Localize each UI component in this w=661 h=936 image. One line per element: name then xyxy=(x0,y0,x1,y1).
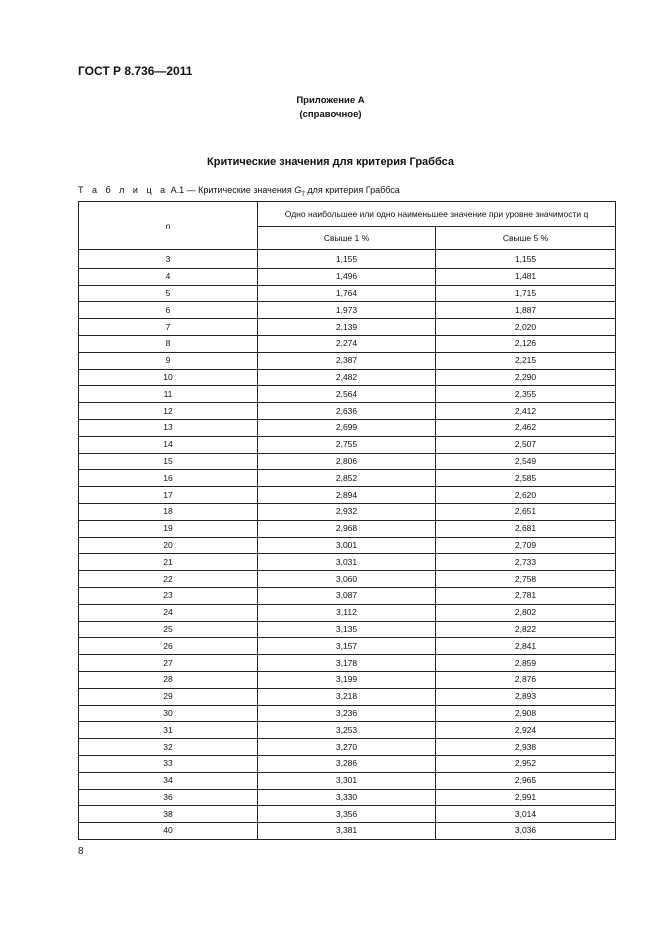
cell-1-percent: 2,482 xyxy=(258,369,436,386)
cell-5-percent: 2,991 xyxy=(436,789,616,806)
cell-1-percent: 2,755 xyxy=(258,436,436,453)
cell-5-percent: 2,965 xyxy=(436,772,616,789)
cell-n: 13 xyxy=(79,419,258,436)
table-row xyxy=(79,772,616,789)
cell-n: 3 xyxy=(79,250,258,269)
page-number: 8 xyxy=(78,846,84,857)
table-row xyxy=(79,369,616,386)
table-row xyxy=(79,487,616,504)
cell-n: 36 xyxy=(79,789,258,806)
cell-1-percent: 2,274 xyxy=(258,335,436,352)
table-caption-symbol: G xyxy=(294,185,302,195)
cell-n: 18 xyxy=(79,503,258,520)
table-row xyxy=(79,806,616,823)
table-row xyxy=(79,823,616,840)
cell-n: 26 xyxy=(79,638,258,655)
table-caption xyxy=(78,185,400,198)
cell-n: 19 xyxy=(79,520,258,537)
table-row xyxy=(79,604,616,621)
cell-1-percent: 3,112 xyxy=(258,604,436,621)
cell-n: 31 xyxy=(79,722,258,739)
annex-heading xyxy=(0,94,661,122)
cell-5-percent: 2,802 xyxy=(436,604,616,621)
cell-n: 10 xyxy=(79,369,258,386)
table-row xyxy=(79,755,616,772)
cell-5-percent: 1,481 xyxy=(436,268,616,285)
table-row xyxy=(79,537,616,554)
table-row xyxy=(79,503,616,520)
cell-n: 21 xyxy=(79,554,258,571)
cell-5-percent: 2,938 xyxy=(436,739,616,756)
cell-5-percent: 2,462 xyxy=(436,419,616,436)
table-row xyxy=(79,250,616,269)
cell-n: 8 xyxy=(79,335,258,352)
table-row xyxy=(79,335,616,352)
cell-n: 4 xyxy=(79,268,258,285)
cell-1-percent: 3,178 xyxy=(258,655,436,672)
cell-1-percent: 2,139 xyxy=(258,319,436,336)
document-code: ГОСТ Р 8.736—2011 xyxy=(78,64,193,78)
cell-5-percent: 2,126 xyxy=(436,335,616,352)
cell-5-percent: 2,215 xyxy=(436,352,616,369)
cell-5-percent: 2,841 xyxy=(436,638,616,655)
cell-n: 28 xyxy=(79,671,258,688)
cell-5-percent: 2,620 xyxy=(436,487,616,504)
cell-5-percent: 2,355 xyxy=(436,386,616,403)
cell-1-percent: 2,806 xyxy=(258,453,436,470)
cell-5-percent: 2,507 xyxy=(436,436,616,453)
cell-n: 24 xyxy=(79,604,258,621)
cell-1-percent: 1,496 xyxy=(258,268,436,285)
cell-n: 16 xyxy=(79,470,258,487)
cell-1-percent: 3,286 xyxy=(258,755,436,772)
table-row xyxy=(79,571,616,588)
annex-note: (справочное) xyxy=(299,109,362,120)
table-row xyxy=(79,436,616,453)
cell-n: 25 xyxy=(79,621,258,638)
cell-1-percent: 3,330 xyxy=(258,789,436,806)
cell-5-percent: 2,859 xyxy=(436,655,616,672)
cell-1-percent: 2,968 xyxy=(258,520,436,537)
cell-1-percent: 3,301 xyxy=(258,772,436,789)
cell-5-percent: 1,715 xyxy=(436,285,616,302)
column-group-header: Одно наибольшее или одно наименьшее значение при уровне значимости q xyxy=(258,202,616,227)
table-row xyxy=(79,470,616,487)
table-row xyxy=(79,319,616,336)
cell-5-percent: 2,549 xyxy=(436,453,616,470)
cell-5-percent: 2,020 xyxy=(436,319,616,336)
table-row xyxy=(79,739,616,756)
cell-1-percent: 2,387 xyxy=(258,352,436,369)
cell-5-percent: 1,887 xyxy=(436,302,616,319)
table-body xyxy=(79,250,616,840)
column-header-5-percent: Свыше 5 % xyxy=(436,227,616,250)
cell-n: 14 xyxy=(79,436,258,453)
column-header-1-percent: Свыше 1 % xyxy=(258,227,436,250)
table-row xyxy=(79,453,616,470)
cell-1-percent: 2,932 xyxy=(258,503,436,520)
cell-n: 20 xyxy=(79,537,258,554)
cell-n: 11 xyxy=(79,386,258,403)
cell-5-percent: 2,651 xyxy=(436,503,616,520)
cell-n: 9 xyxy=(79,352,258,369)
cell-1-percent: 3,253 xyxy=(258,722,436,739)
table-row xyxy=(79,285,616,302)
cell-5-percent: 1,155 xyxy=(436,250,616,269)
cell-5-percent: 2,412 xyxy=(436,403,616,420)
cell-5-percent: 2,758 xyxy=(436,571,616,588)
cell-n: 12 xyxy=(79,403,258,420)
cell-1-percent: 3,218 xyxy=(258,688,436,705)
table-caption-symbol-subscript: T xyxy=(301,191,305,198)
cell-n: 27 xyxy=(79,655,258,672)
table-caption-text: А.1 — Критические значения xyxy=(170,185,292,195)
annex-title: Приложение А xyxy=(296,95,365,106)
cell-1-percent: 1,764 xyxy=(258,285,436,302)
cell-n: 5 xyxy=(79,285,258,302)
cell-n: 38 xyxy=(79,806,258,823)
cell-1-percent: 3,001 xyxy=(258,537,436,554)
cell-1-percent: 1,973 xyxy=(258,302,436,319)
table-row xyxy=(79,419,616,436)
cell-1-percent: 3,270 xyxy=(258,739,436,756)
section-title: Критические значения для критерия Граббса xyxy=(207,156,454,168)
cell-5-percent: 2,733 xyxy=(436,554,616,571)
cell-5-percent: 2,924 xyxy=(436,722,616,739)
cell-n: 7 xyxy=(79,319,258,336)
cell-1-percent: 2,894 xyxy=(258,487,436,504)
cell-n: 34 xyxy=(79,772,258,789)
cell-5-percent: 2,952 xyxy=(436,755,616,772)
table-row xyxy=(79,655,616,672)
cell-5-percent: 2,822 xyxy=(436,621,616,638)
cell-5-percent: 2,781 xyxy=(436,587,616,604)
table-row xyxy=(79,403,616,420)
cell-1-percent: 2,636 xyxy=(258,403,436,420)
cell-1-percent: 2,564 xyxy=(258,386,436,403)
cell-1-percent: 3,087 xyxy=(258,587,436,604)
table-row xyxy=(79,688,616,705)
cell-n: 32 xyxy=(79,739,258,756)
table-row xyxy=(79,671,616,688)
cell-1-percent: 3,060 xyxy=(258,571,436,588)
cell-n: 23 xyxy=(79,587,258,604)
table-row xyxy=(79,554,616,571)
cell-1-percent: 2,852 xyxy=(258,470,436,487)
table-row xyxy=(79,386,616,403)
cell-5-percent: 2,681 xyxy=(436,520,616,537)
cell-1-percent: 3,236 xyxy=(258,705,436,722)
cell-n: 22 xyxy=(79,571,258,588)
cell-1-percent: 1,155 xyxy=(258,250,436,269)
cell-5-percent: 2,585 xyxy=(436,470,616,487)
cell-n: 40 xyxy=(79,823,258,840)
cell-5-percent: 3,036 xyxy=(436,823,616,840)
table-row xyxy=(79,638,616,655)
cell-n: 17 xyxy=(79,487,258,504)
cell-1-percent: 3,031 xyxy=(258,554,436,571)
cell-n: 29 xyxy=(79,688,258,705)
cell-5-percent: 2,709 xyxy=(436,537,616,554)
table-row xyxy=(79,520,616,537)
cell-1-percent: 3,381 xyxy=(258,823,436,840)
table-row xyxy=(79,302,616,319)
cell-n: 15 xyxy=(79,453,258,470)
cell-5-percent: 3,014 xyxy=(436,806,616,823)
cell-5-percent: 2,876 xyxy=(436,671,616,688)
cell-n: 30 xyxy=(79,705,258,722)
table-caption-prefix: Т а б л и ц а xyxy=(78,185,169,195)
table-row xyxy=(79,705,616,722)
grubbs-critical-values-table xyxy=(78,201,616,840)
table-row xyxy=(79,268,616,285)
table-row xyxy=(79,789,616,806)
table-row xyxy=(79,587,616,604)
cell-1-percent: 3,356 xyxy=(258,806,436,823)
table-row xyxy=(79,621,616,638)
cell-5-percent: 2,893 xyxy=(436,688,616,705)
cell-5-percent: 2,290 xyxy=(436,369,616,386)
cell-1-percent: 3,157 xyxy=(258,638,436,655)
table-row xyxy=(79,722,616,739)
table-row xyxy=(79,352,616,369)
cell-n: 33 xyxy=(79,755,258,772)
cell-1-percent: 3,135 xyxy=(258,621,436,638)
cell-n: 6 xyxy=(79,302,258,319)
cell-1-percent: 3,199 xyxy=(258,671,436,688)
cell-1-percent: 2,699 xyxy=(258,419,436,436)
table-caption-text-end: для критерия Граббса xyxy=(307,185,400,195)
column-header-n: n xyxy=(79,202,258,250)
cell-5-percent: 2,908 xyxy=(436,705,616,722)
